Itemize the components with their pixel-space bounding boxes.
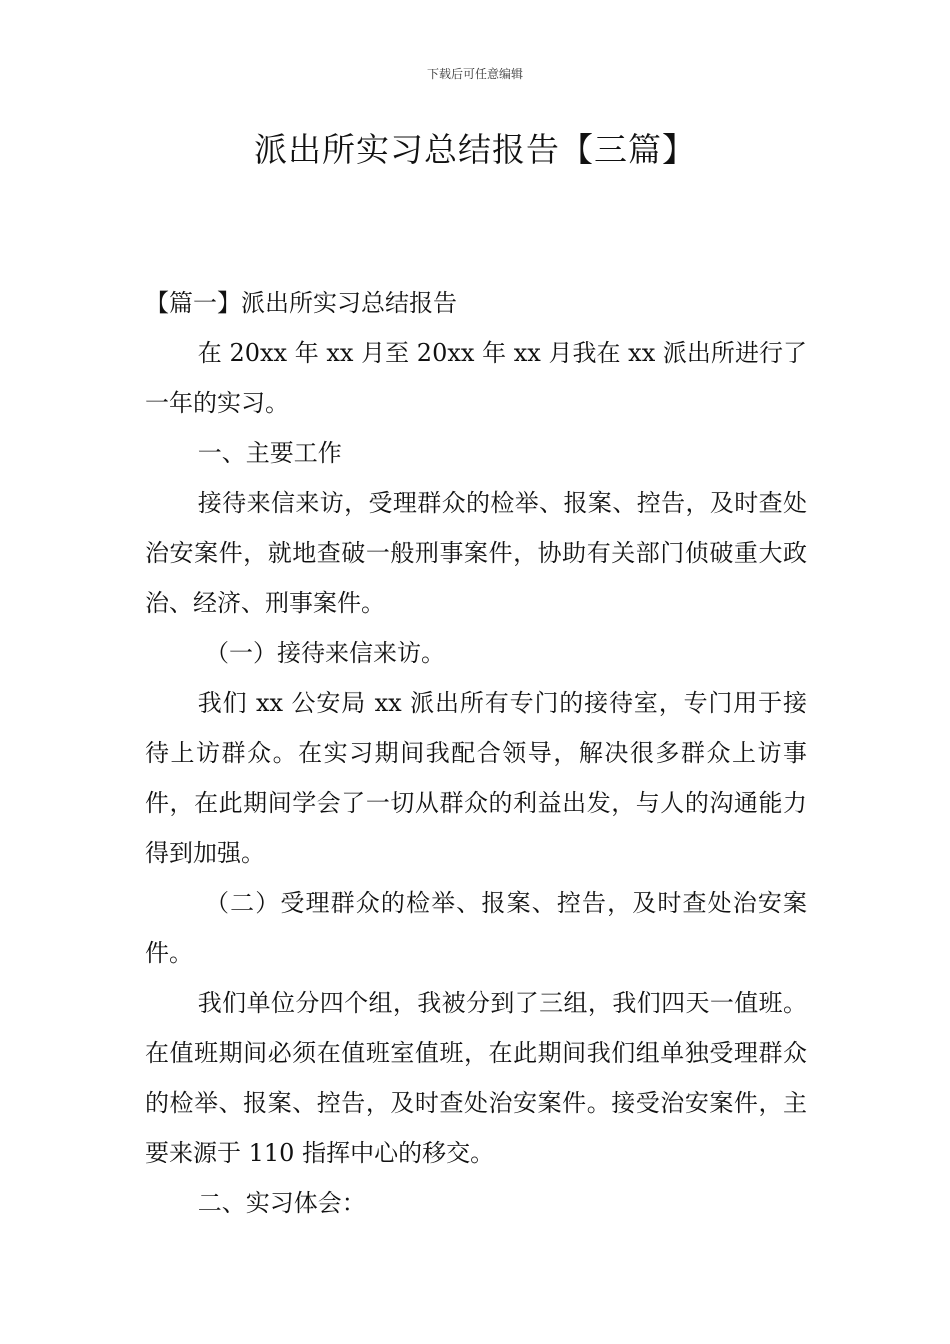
paragraph: 接待来信来访，受理群众的检举、报案、控告，及时查处治安案件，就地查破一般刑事案件，协助有关部门侦破重大政治、经济、刑事案件。: [145, 489, 807, 617]
paragraph: 在 20xx 年 xx 月至 20xx 年 xx 月我在 xx 派出所进行了一年的实习。: [145, 339, 807, 417]
document-body: [145, 278, 807, 1228]
section-heading: 【篇一】派出所实习总结报告: [145, 289, 457, 317]
subsection-heading: 一、主要工作: [197, 439, 342, 467]
document-title: 派出所实习总结报告【三篇】: [254, 130, 696, 169]
paragraph: 我们单位分四个组，我被分到了三组，我们四天一值班。在值班期间必须在值班室值班，在此期间我们组单独受理群众的检举、报案、控告，及时查处治安案件。接受治安案件，主要来源于 110 指挥中心的移交。: [145, 989, 807, 1167]
subsection-heading: （一）接待来信来访。: [205, 639, 445, 667]
subsection-heading: （二）受理群众的检举、报案、控告，及时查处治安案件。: [145, 889, 807, 967]
subsection-heading: 二、实习体会：: [197, 1189, 366, 1217]
header-note: 下载后可任意编辑: [426, 67, 523, 81]
paragraph: 我们 xx 公安局 xx 派出所有专门的接待室，专门用于接待上访群众。在实习期间我配合领导，解决很多群众上访事件，在此期间学会了一切从群众的利益出发，与人的沟通能力得到加强。: [145, 689, 807, 867]
